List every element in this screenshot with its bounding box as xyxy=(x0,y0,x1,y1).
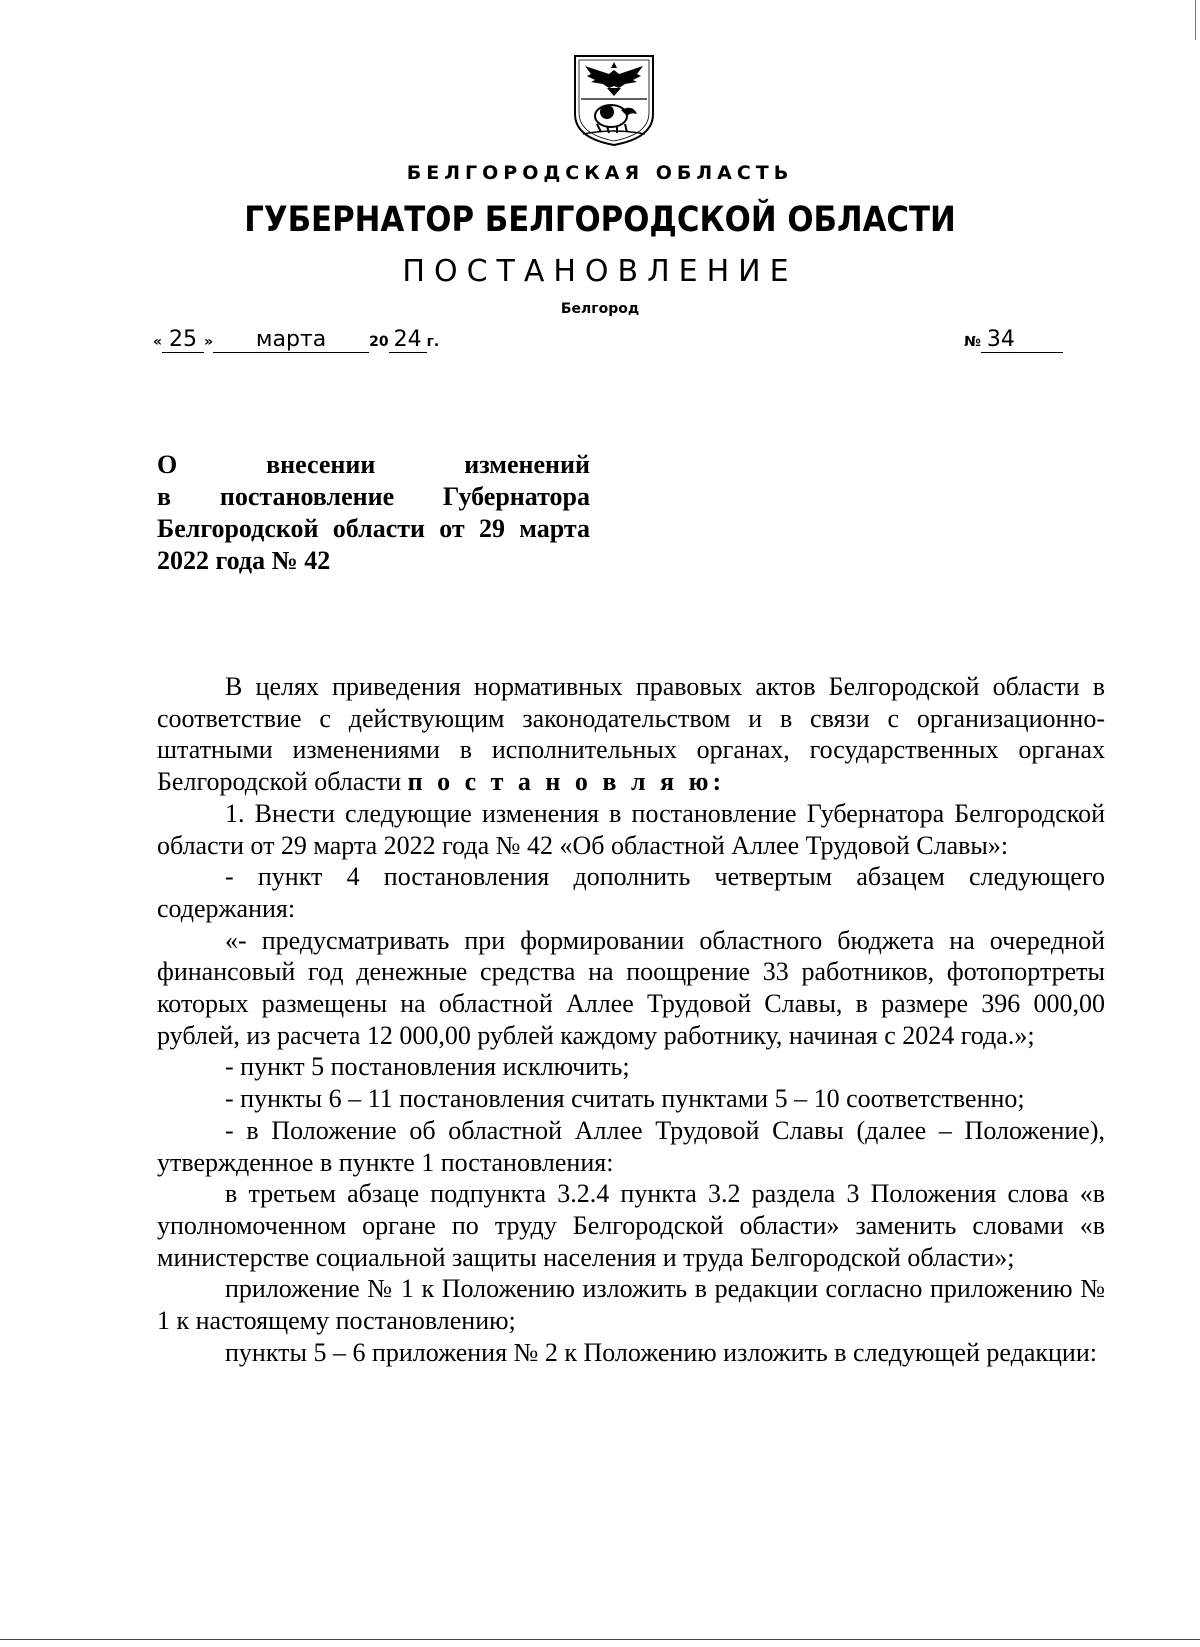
number-value: 34 xyxy=(981,328,1063,353)
document-body xyxy=(157,671,1105,1368)
body-paragraph: пункты 5 – 6 приложения № 2 к Положению изложить в следующей редакции: xyxy=(225,1337,1097,1367)
coat-of-arms-emblem xyxy=(571,52,657,148)
body-paragraph: - пункт 5 постановления исключить; xyxy=(225,1052,630,1082)
scan-bottom-line xyxy=(0,1639,1200,1640)
paragraph-text: В целях приведения нормативных правовых актов Белгородской области в соответствие с действующим законодательством и в связи с организационно-штатными изменениями в исполнительных органах, государственных органах Белгородской области xyxy=(157,672,1105,797)
date-close-quote: » xyxy=(204,334,214,350)
date-month: марта xyxy=(213,328,369,353)
body-paragraph: «- предусматривать при формировании областного бюджета на очередной финансовый год денежные средства на поощрение 33 работников, фотопортреты которых размещены на областной Аллее Трудовой Славы, в размере 396 000,00 рублей, из расчета 12 000,00 рублей каждому работнику, начиная с 2024 года.»; xyxy=(157,925,1105,1050)
body-paragraph: - в Положение об областной Аллее Трудовой Славы (далее – Положение), утвержденное в пункте 1 постановления: xyxy=(157,1115,1105,1177)
subject-line: 2022 года № 42 xyxy=(157,546,331,575)
region-title: БЕЛГОРОДСКАЯ ОБЛАСТЬ xyxy=(406,162,794,184)
body-paragraph: - пункт 4 постановления дополнить четвертым абзацем следующего содержания: xyxy=(157,862,1105,923)
date-year-prefix: 20 xyxy=(369,334,389,350)
decree-word: п о с т а н о в л я ю: xyxy=(407,767,726,797)
date-day: 25 xyxy=(162,328,204,353)
body-paragraph: приложение № 1 к Положению изложить в редакции согласно приложению № 1 к настоящему постановлению; xyxy=(157,1274,1105,1336)
city-name: Белгород xyxy=(560,301,640,317)
subject-line: О внесении изменений xyxy=(157,450,590,479)
number-label: № xyxy=(964,334,981,350)
governor-title: ГУБЕРНАТОР БЕЛГОРОДСКОЙ ОБЛАСТИ xyxy=(244,200,956,240)
date-year-suffix: 24 xyxy=(389,328,427,353)
document-subject xyxy=(157,449,590,577)
document-number xyxy=(964,328,1063,353)
document-type: ПОСТАНОВЛЕНИЕ xyxy=(402,254,798,289)
body-paragraph: 1. Внести следующие изменения в постановление Губернатора Белгородской области от 29 марта 2022 года № 42 «Об областной Аллее Трудовой Славы»: xyxy=(157,798,1105,860)
subject-line: Белгородской области от 29 марта xyxy=(157,514,590,543)
document-date xyxy=(153,328,439,353)
body-paragraph xyxy=(157,671,1105,798)
body-paragraph: в третьем абзаце подпункта 3.2.4 пункта 3.2 раздела 3 Положения слова «в уполномоченном органе по труду Белгородской области» заменить словами «в министерстве социальной защиты населения и труда Белгородской области»; xyxy=(157,1179,1105,1272)
date-year-mark: г. xyxy=(426,334,440,350)
subject-line: в постановление Губернатора xyxy=(157,482,590,511)
eagle-figure xyxy=(585,62,643,96)
body-paragraph: - пункты 6 – 11 постановления считать пунктами 5 – 10 соответственно; xyxy=(225,1084,1025,1114)
lion-figure xyxy=(583,105,645,134)
scan-edge-line xyxy=(1195,0,1196,40)
date-open-quote: « xyxy=(153,334,163,350)
